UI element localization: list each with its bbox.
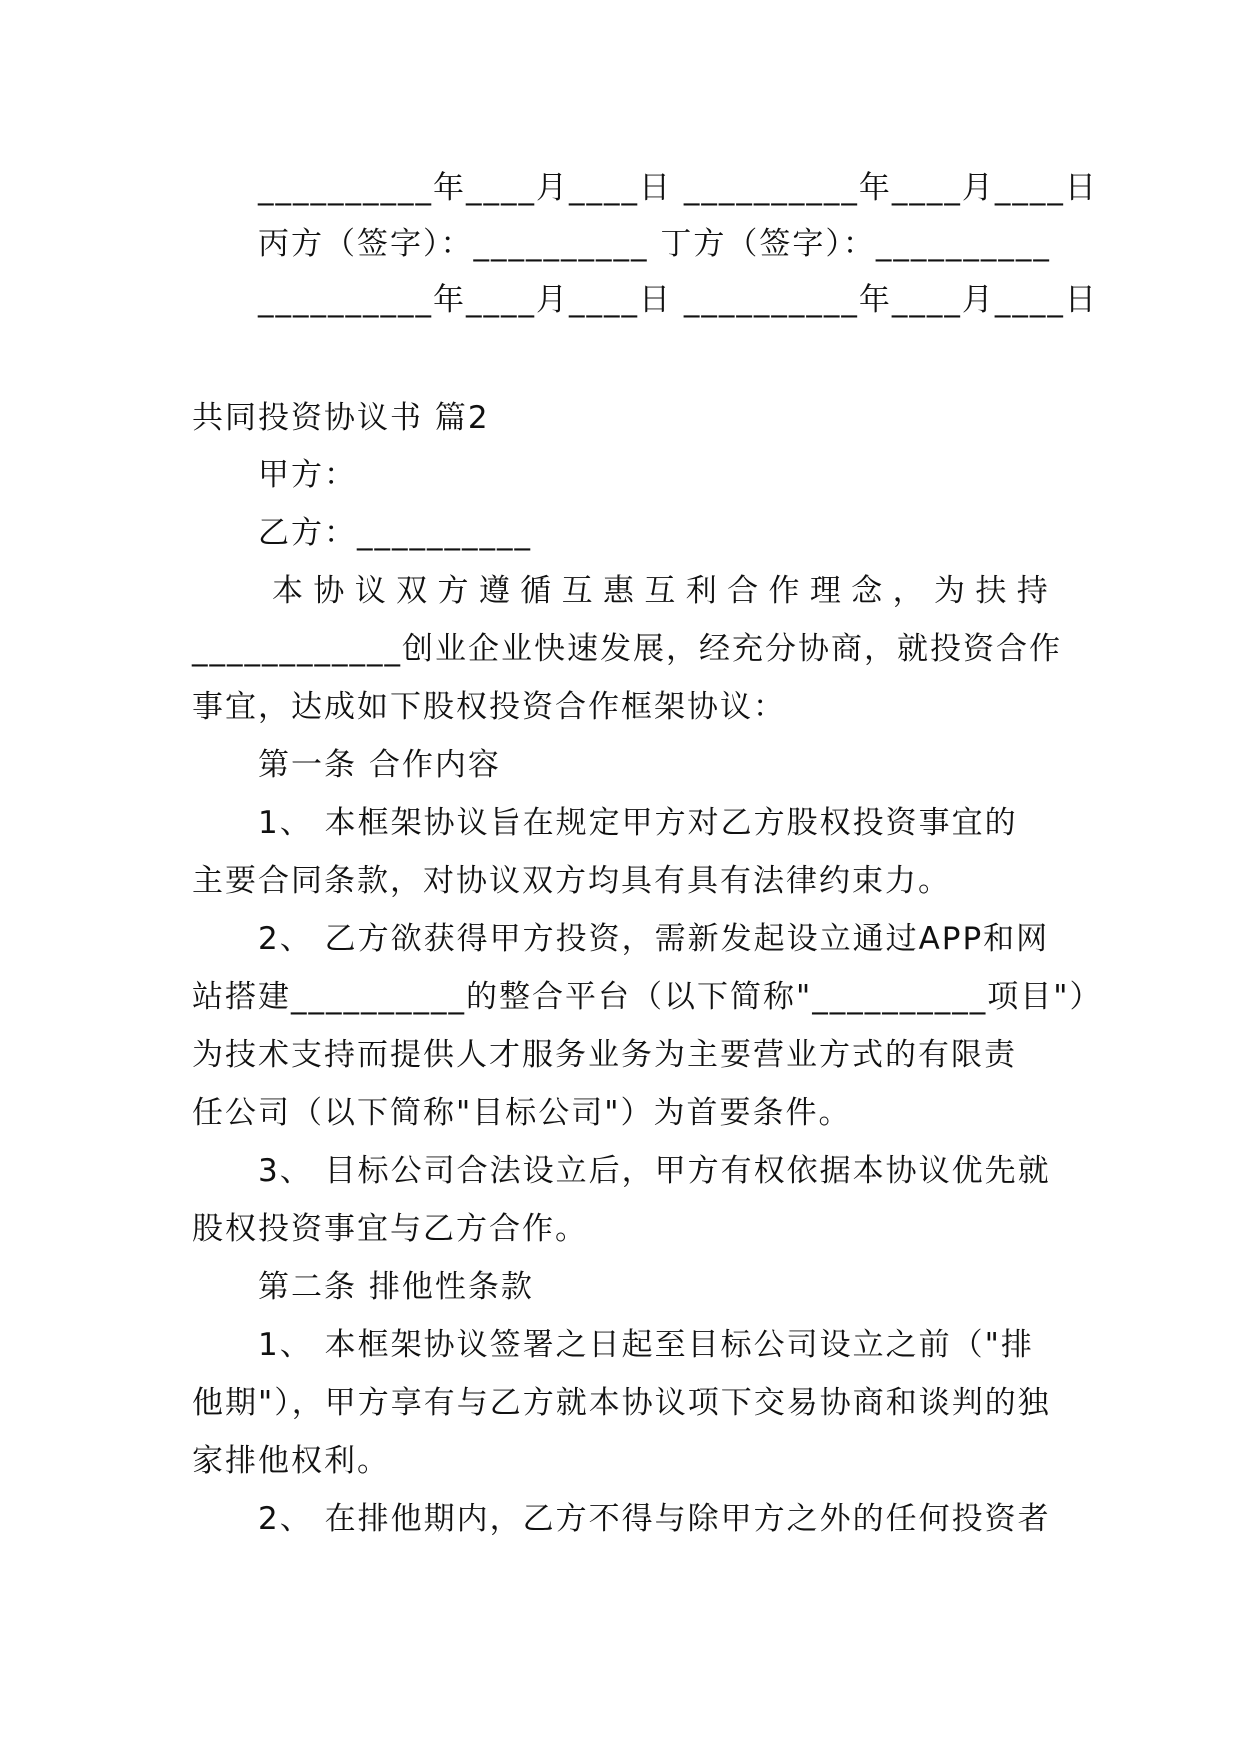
intro-char: 作 [768,573,802,609]
intro-char: 为 [934,573,967,609]
article-1-item-3-line-1: 3、 目标公司合法设立后，甲方有权依据本协议优先就 [258,1153,1051,1189]
intro-char: 扶 [975,573,1009,609]
intro-char: 互 [644,573,678,609]
article-2-item-2-line-1: 2、 在排他期内，乙方不得与除甲方之外的任何投资者 [258,1501,1051,1537]
party-b-label: 乙方：__________ [258,515,532,551]
article-1-heading: 第一条 合作内容 [258,747,501,783]
intro-char: 理 [809,573,843,609]
article-1-item-2-line-2: 站搭建__________的整合平台（以下简称"__________项目"） [192,979,1103,1015]
intro-char: 利 [685,573,719,609]
signature-signers-line: 丙方（签字）：__________ 丁方（签字）：__________ [258,226,1051,262]
intro-char: 合 [727,573,761,609]
signature-date-line-2: __________年____月____日 __________年____月____日 [258,282,1098,318]
signature-date-line-1: __________年____月____日 __________年____月____日 [258,170,1098,206]
article-1-item-1-line-1: 1、 本框架协议旨在规定甲方对乙方股权投资事宜的 [258,805,1018,841]
intro-char: 惠 [603,573,636,609]
intro-char: 持 [1016,573,1050,609]
article-1-item-2-line-3: 为技术支持而提供人才服务业务为主要营业方式的有限责 [192,1037,1017,1073]
article-2-item-1-line-1: 1、 本框架协议签署之日起至目标公司设立之前（"排 [258,1327,1034,1363]
intro-char: 议 [354,573,388,609]
intro-char: 遵 [478,573,512,609]
intro-line-1 [272,571,1050,611]
intro-char: ， [892,573,926,609]
article-2-item-1-line-2: 他期"），甲方享有与乙方就本协议项下交易协商和谈判的独 [192,1385,1051,1421]
section-title: 共同投资协议书 篇2 [192,400,490,436]
article-2-heading: 第二条 排他性条款 [258,1269,534,1305]
article-1-item-3-line-2: 股权投资事宜与乙方合作。 [192,1211,588,1247]
intro-char: 协 [313,573,347,609]
intro-char: 念 [851,573,885,609]
intro-line-3: 事宜，达成如下股权投资合作框架协议： [192,689,786,725]
article-1-item-1-line-2: 主要合同条款，对协议双方均具有具有法律约束力。 [192,863,951,899]
article-2-item-1-line-3: 家排他权利。 [192,1443,390,1479]
article-1-item-2-line-4: 任公司（以下简称"目标公司"）为首要条件。 [192,1095,852,1131]
intro-char: 方 [437,573,471,609]
article-1-item-2-line-1: 2、 乙方欲获得甲方投资，需新发起设立通过APP和网 [258,921,1050,957]
intro-char: 循 [520,573,554,609]
intro-char: 本 [272,573,305,609]
intro-line-2: ____________创业企业快速发展，经充分协商，就投资合作 [192,631,1062,667]
intro-char: 双 [396,573,430,609]
intro-char: 互 [561,573,595,609]
party-a-label: 甲方： [258,457,357,493]
